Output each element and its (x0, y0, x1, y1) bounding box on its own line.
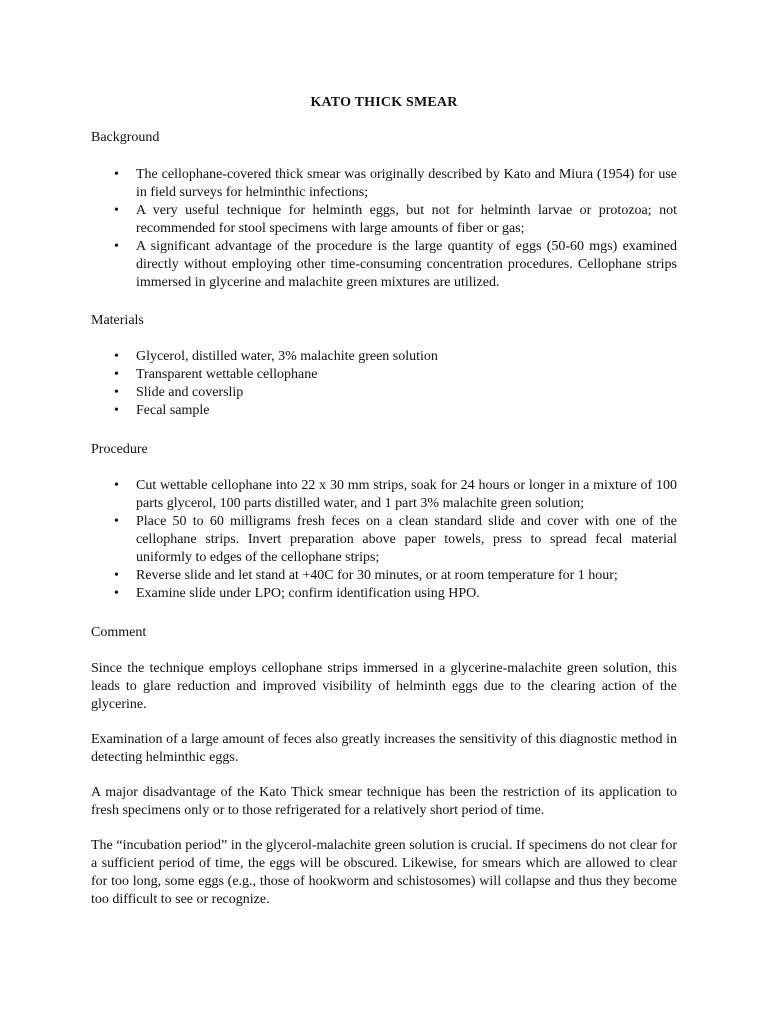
list-item: • Glycerol, distilled water, 3% malachite green solution (114, 349, 438, 364)
bullet-icon: • (114, 586, 119, 601)
background-list (91, 166, 677, 292)
list-item: • Transparent wettable cellophane (114, 367, 318, 382)
section-heading-background: Background (91, 130, 160, 145)
bullet-icon: • (114, 568, 119, 583)
document-title: KATO THICK SMEAR (310, 95, 458, 110)
list-item: • Examine slide under LPO; confirm identification using HPO. (114, 586, 480, 601)
bullet-icon: • (114, 203, 119, 218)
list-item: • A very useful technique for helminth eggs, but not for helminth larvae or protozoa; not recommended for stool specimens with large amounts of fiber or gas; (114, 203, 677, 236)
comment-paragraph: Examination of a large amount of feces also greatly increases the sensitivity of this diagnostic method in detecting helminthic eggs. (91, 732, 677, 765)
comment-paragraph: The “incubation period” in the glycerol-malachite green solution is crucial. If specimens do not clear for a sufficient period of time, the eggs will be obscured. Likewise, for smears which are allowed to clear for too long, some eggs (e.g., those of hookworm and schistosomes) will collapse and thus they become too difficult to see or recognize. (91, 838, 677, 907)
section-heading-comment: Comment (91, 625, 147, 640)
list-item: • Place 50 to 60 milligrams fresh feces on a clean standard slide and cover with one of the cellophane strips. Invert preparation above paper towels, press to spread fecal material uniformly to edges of the cellophane strips; (114, 514, 677, 565)
procedure-list (91, 477, 677, 603)
bullet-icon: • (114, 367, 119, 382)
materials-list (91, 348, 677, 420)
bullet-icon: • (114, 167, 119, 182)
list-item: • The cellophane-covered thick smear was originally described by Kato and Miura (1954) for use in field surveys for helminthic infections; (114, 167, 677, 200)
bullet-icon: • (114, 514, 119, 529)
bullet-icon: • (114, 239, 119, 254)
bullet-icon: • (114, 478, 119, 493)
list-item: • Cut wettable cellophane into 22 x 30 mm strips, soak for 24 hours or longer in a mixture of 100 parts glycerol, 100 parts distilled water, and 1 part 3% malachite green solution; (114, 478, 677, 511)
list-item: • Slide and coverslip (114, 385, 244, 400)
comment-paragraph: A major disadvantage of the Kato Thick smear technique has been the restriction of its application to fresh specimens only or to those refrigerated for a relatively short period of time. (91, 785, 677, 818)
section-heading-materials: Materials (91, 313, 144, 328)
list-item: • Fecal sample (114, 403, 210, 418)
bullet-icon: • (114, 403, 119, 418)
bullet-icon: • (114, 385, 119, 400)
comment-paragraph: Since the technique employs cellophane strips immersed in a glycerine-malachite green solution, this leads to glare reduction and improved visibility of helminth eggs due to the clearing action of the glycerine. (91, 661, 677, 712)
bullet-icon: • (114, 349, 119, 364)
section-heading-procedure: Procedure (91, 442, 148, 457)
list-item: • Reverse slide and let stand at +40C for 30 minutes, or at room temperature for 1 hour; (114, 568, 618, 583)
list-item: • A significant advantage of the procedure is the large quantity of eggs (50-60 mgs) examined directly without employing other time-consuming concentration procedures. Cellophane strips immersed in glycerine and malachite green mixtures are utilized. (114, 239, 677, 290)
